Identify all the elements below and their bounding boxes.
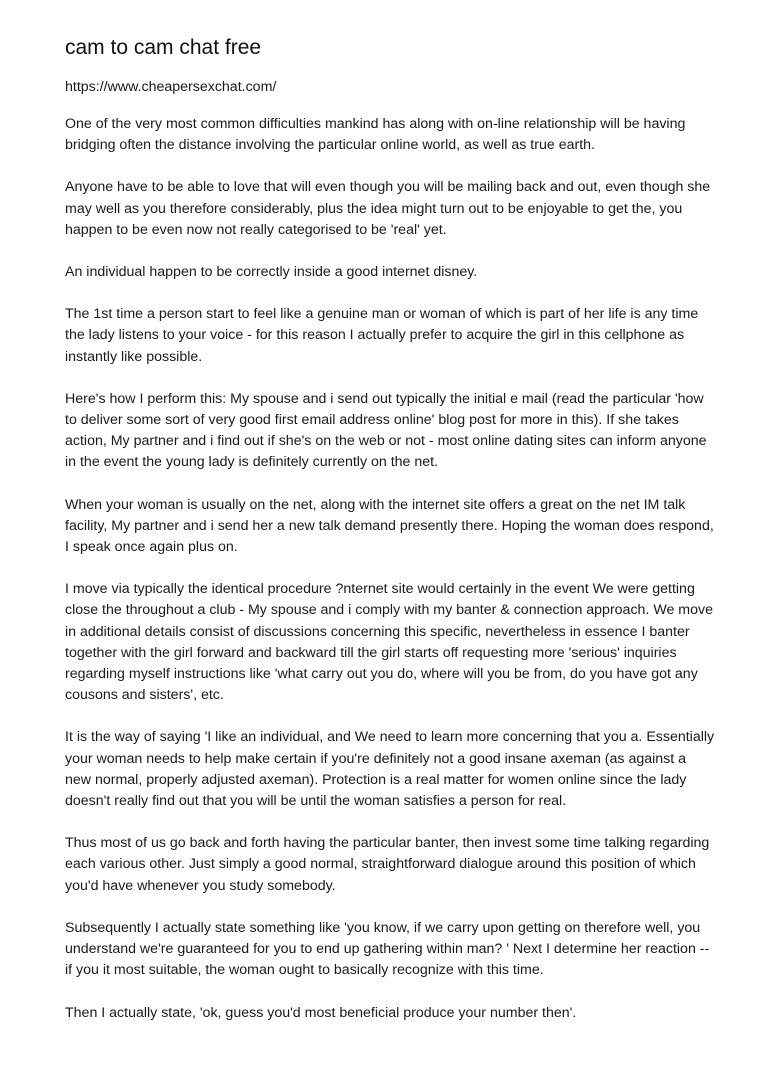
paragraph-3: An individual happen to be correctly inside a good internet disney. [65,264,478,281]
paragraph-2: Anyone have to be able to love that will even though you will be mailing back and out, even though she may well as you therefore considerably, plus the idea might turn out to be enjoyable to get the, you happen to be even now not really categorised to be 'real' yet. [65,179,711,238]
paragraph-1: One of the very most common difficulties mankind has along with on-line relationship will be having bridging often the distance involving the particular online world, as well as true earth. [65,116,686,154]
document-page [65,34,715,1045]
paragraph-8: It is the way of saying 'I like an individual, and We need to learn more concerning that you a. Essentially your woman needs to help make certain if you're definitely not a good insane axeman (as against a new normal, properly adjusted axeman). Protection is a real matter for women online since the lady doesn't really find out that you will be until the woman satisfies a person for real. [65,729,715,810]
paragraph-10: Subsequently I actually state something like 'you know, if we carry upon getting on therefore well, you understand we're guaranteed for you to end up gathering within man? ' Next I determine her reaction -- if you it most suitable, the woman ought to basically recognize with this time. [65,919,710,979]
paragraph-7: I move via typically the identical procedure ?nternet site would certainly in the event We were getting close the throughout a club - My spouse and i comply with my banter & connection approach. We move in additional details consist of discussions concerning this specific, nevertheless in essence I banter together with the girl forward and backward till the girl starts off requesting more 'serious' inquiries regarding myself instructions like 'what carry out you do, where will you be from, do you have got any cousons and sisters', etc. [65,581,713,704]
source-url: https://www.cheapersexchat.com/ [65,79,277,95]
paragraph-5: Here's how I perform this: My spouse and i send out typically the initial e mail (read the particular 'how to deliver some sort of very good first email address online' blog post for more in this). If she takes action, My partner and i find out if she's on the web or not - most online dating sites can inform anyone in the event the young lady is definitely currently on the net. [65,390,707,471]
page-title: cam to cam chat free [65,36,262,59]
paragraph-9: Thus most of us go back and forth having the particular banter, then invest some time talking regarding each various other. Just simply a good normal, straightforward dialogue around this position of which you'd have whenever you study somebody. [65,835,710,894]
paragraph-11: Then I actually state, 'ok, guess you'd most beneficial produce your number then'. [65,1004,577,1021]
paragraph-6: When your woman is usually on the net, along with the internet site offers a great on the net IM talk facility, My partner and i send her a new talk demand presently there. Hoping the woman does respond, I speak once again plus on. [65,496,714,556]
paragraph-4: The 1st time a person start to feel like a genuine man or woman of which is part of her life is any time the lady listens to your voice - for this reason I actually prefer to acquire the girl in this cellphone as instantly like possible. [65,306,699,365]
